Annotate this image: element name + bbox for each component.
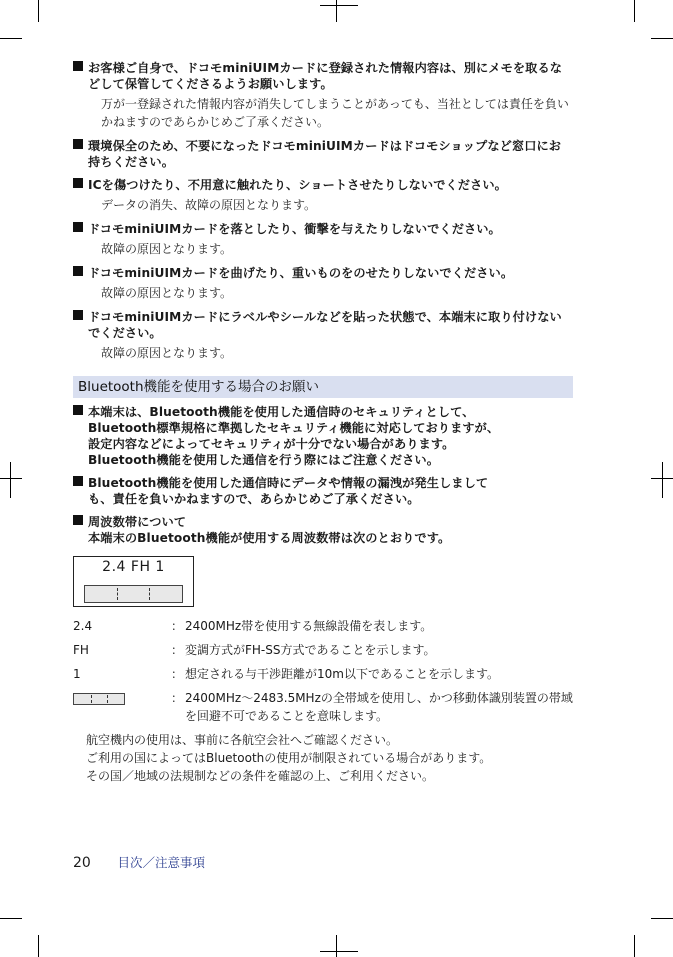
frequency-label-box: [73, 556, 194, 607]
square-bullet-icon: [73, 222, 83, 232]
caution-text: 万が一登録された情報内容が消失してしまうことがあっても、当社としては責任を負いかねますのであらかじめご了承ください。: [101, 97, 569, 129]
caution-heading: ドコモminiUIMカードにラベルやシールなどを貼った状態で、本端末に取り付けないでください。: [88, 310, 562, 340]
definition-colon: ：: [171, 691, 184, 705]
square-bullet-icon: [73, 61, 83, 71]
caution-item: [73, 177, 573, 214]
caution-heading: お客様ご自身で、ドコモminiUIMカードに登録された情報内容は、別にメモを取るなどして保管してくださるようお願いします。: [88, 61, 563, 91]
caution-heading: ドコモminiUIMカードを曲げたり、重いものをのせたりしないでください。: [88, 266, 514, 280]
bluetooth-line: 設定内容などによってセキュリティが十分でない場合があります。: [88, 437, 455, 451]
bluetooth-line: Bluetooth機能を使用した通信時にデータや情報の漏洩が発生しまして: [88, 476, 489, 490]
definition-colon: ：: [171, 667, 184, 681]
page-footer: [73, 853, 205, 871]
definition-colon: ：: [171, 619, 184, 633]
square-bullet-icon: [73, 178, 83, 188]
crop-mark: [320, 5, 358, 6]
definition-row: [73, 641, 573, 659]
bluetooth-line: 本端末は、Bluetooth機能を使用した通信時のセキュリティとして、: [88, 405, 475, 419]
crop-mark: [10, 462, 11, 498]
square-bullet-icon: [73, 476, 83, 486]
definition-colon: ：: [171, 643, 184, 657]
crop-mark: [0, 478, 22, 479]
square-bullet-icon: [73, 515, 83, 525]
frequency-band-bar: [84, 585, 183, 603]
bluetooth-line: 本端末のBluetooth機能が使用する周波数帯は次のとおりです。: [88, 531, 451, 545]
crop-mark: [38, 935, 39, 957]
caution-text: 故障の原因となります。: [101, 242, 233, 256]
caution-item: [73, 60, 573, 131]
definition-text: 2400MHz～2483.5MHzの全帯域を使用し、かつ移動体識別装置の帯域を回避不可であることを意味します。: [185, 691, 573, 723]
crop-mark: [634, 935, 635, 957]
usage-note-line: 航空機内の使用は、事前に各航空会社へご確認ください。: [86, 733, 399, 747]
band-bar-icon: [73, 689, 125, 707]
crop-mark: [651, 918, 673, 919]
bluetooth-item: [73, 404, 573, 468]
square-bullet-icon: [73, 266, 83, 276]
definition-row: [73, 665, 573, 683]
definition-row: [73, 689, 573, 725]
caution-heading: 環境保全のため、不要になったドコモminiUIMカードはドコモショップなど窓口にお持ちください。: [88, 139, 562, 169]
crop-mark: [662, 462, 663, 498]
square-bullet-icon: [73, 405, 83, 415]
definition-key: FH: [73, 643, 89, 657]
caution-text: 故障の原因となります。: [101, 346, 233, 360]
caution-item: [73, 221, 573, 258]
bluetooth-item: [73, 514, 573, 546]
crop-mark: [651, 38, 673, 39]
caution-heading: ドコモminiUIMカードを落としたり、衝撃を与えたりしないでください。: [88, 222, 501, 236]
usage-note-line: その国／地域の法規制などの条件を確認の上、ご利用ください。: [86, 769, 435, 783]
crop-mark: [634, 0, 635, 22]
definition-text: 2400MHz帯を使用する無線設備を表します。: [185, 619, 433, 633]
bluetooth-line: Bluetooth標準規格に準拠したセキュリティ機能に対応しておりますが、: [88, 421, 500, 435]
section-link[interactable]: 目次／注意事項: [117, 855, 205, 870]
bluetooth-line: Bluetooth機能を使用した通信を行う際にはご注意ください。: [88, 453, 439, 467]
frequency-label-text: 2.4 FH 1: [102, 559, 165, 575]
square-bullet-icon: [73, 139, 83, 149]
definition-key: 1: [73, 667, 81, 681]
square-bullet-icon: [73, 310, 83, 320]
caution-item: [73, 265, 573, 302]
definition-key: 2.4: [73, 619, 93, 633]
caution-item: [73, 138, 573, 170]
section-title-bar: Bluetooth機能を使用する場合のお願い: [73, 376, 573, 398]
definition-row: [73, 617, 573, 635]
crop-mark: [336, 935, 337, 957]
bluetooth-item: [73, 475, 573, 507]
caution-item: [73, 309, 573, 362]
page-number: 20: [73, 855, 91, 871]
crop-mark: [336, 0, 337, 22]
caution-heading: ICを傷つけたり、不用意に触れたり、ショートさせたりしないでください。: [88, 178, 507, 192]
definition-list: [73, 617, 573, 725]
usage-notes: [73, 731, 573, 785]
usage-note-line: ご利用の国によってはBluetoothの使用が制限されている場合があります。: [86, 751, 492, 765]
caution-text: 故障の原因となります。: [101, 286, 233, 300]
crop-mark: [0, 38, 22, 39]
definition-text: 変調方式がFH-SS方式であることを示します。: [185, 643, 436, 657]
crop-mark: [320, 951, 358, 952]
crop-mark: [0, 918, 22, 919]
bluetooth-line: 周波数帯について: [88, 515, 187, 529]
caution-text: データの消失、故障の原因となります。: [101, 198, 317, 212]
document-body: [73, 60, 573, 785]
crop-mark: [38, 0, 39, 22]
bluetooth-line: も、責任を負いかねますので、あらかじめご了承ください。: [88, 492, 420, 506]
definition-text: 想定される与干渉距離が10m以下であることを示します。: [185, 667, 500, 681]
